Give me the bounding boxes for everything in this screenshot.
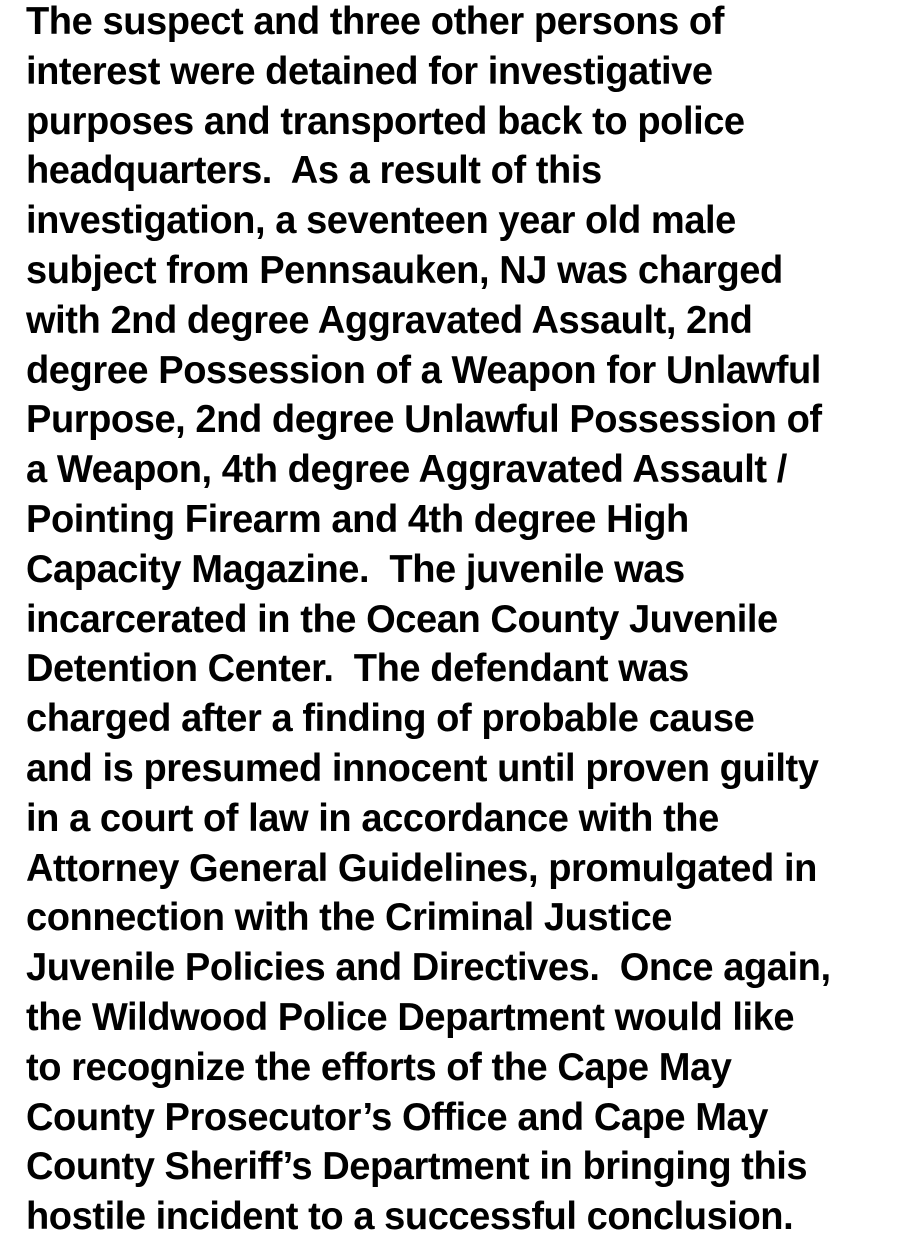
text-line: and is presumed innocent until proven guilty (26, 746, 819, 790)
text-line: incarcerated in the Ocean County Juvenile (26, 597, 778, 641)
text-line: headquarters. As a result of this (26, 149, 602, 193)
text-line: Purpose, 2nd degree Unlawful Possession of (26, 398, 822, 442)
document-body (26, 0, 905, 1242)
text-line: interest were detained for investigative (26, 49, 713, 93)
text-line: Juvenile Policies and Directives. Once again, (26, 946, 831, 990)
text-line: Detention Center. The defendant was (26, 647, 689, 691)
text-line: The suspect and three other persons of (26, 0, 724, 43)
text-line: the Wildwood Police Department would like (26, 995, 795, 1039)
text-line: investigation, a seventeen year old male (26, 199, 736, 243)
text-line: to recognize the efforts of the Cape May (26, 1045, 732, 1089)
text-line: hostile incident to a successful conclusion. (26, 1195, 794, 1239)
text-line: County Sheriff’s Department in bringing this (26, 1145, 808, 1189)
text-line: a Weapon, 4th degree Aggravated Assault / (26, 448, 787, 492)
text-line: with 2nd degree Aggravated Assault, 2nd (26, 298, 753, 342)
text-line: purposes and transported back to police (26, 99, 745, 143)
text-line: subject from Pennsauken, NJ was charged (26, 248, 783, 292)
text-line: connection with the Criminal Justice (26, 896, 672, 940)
text-line: Pointing Firearm and 4th degree High (26, 497, 689, 541)
text-line: degree Possession of a Weapon for Unlawful (26, 348, 821, 392)
text-line: Attorney General Guidelines, promulgated in (26, 846, 817, 890)
text-line: in a court of law in accordance with the (26, 796, 719, 840)
text-line: County Prosecutor’s Office and Cape May (26, 1095, 768, 1139)
text-line: Capacity Magazine. The juvenile was (26, 547, 685, 591)
text-line: charged after a finding of probable cause (26, 697, 755, 741)
